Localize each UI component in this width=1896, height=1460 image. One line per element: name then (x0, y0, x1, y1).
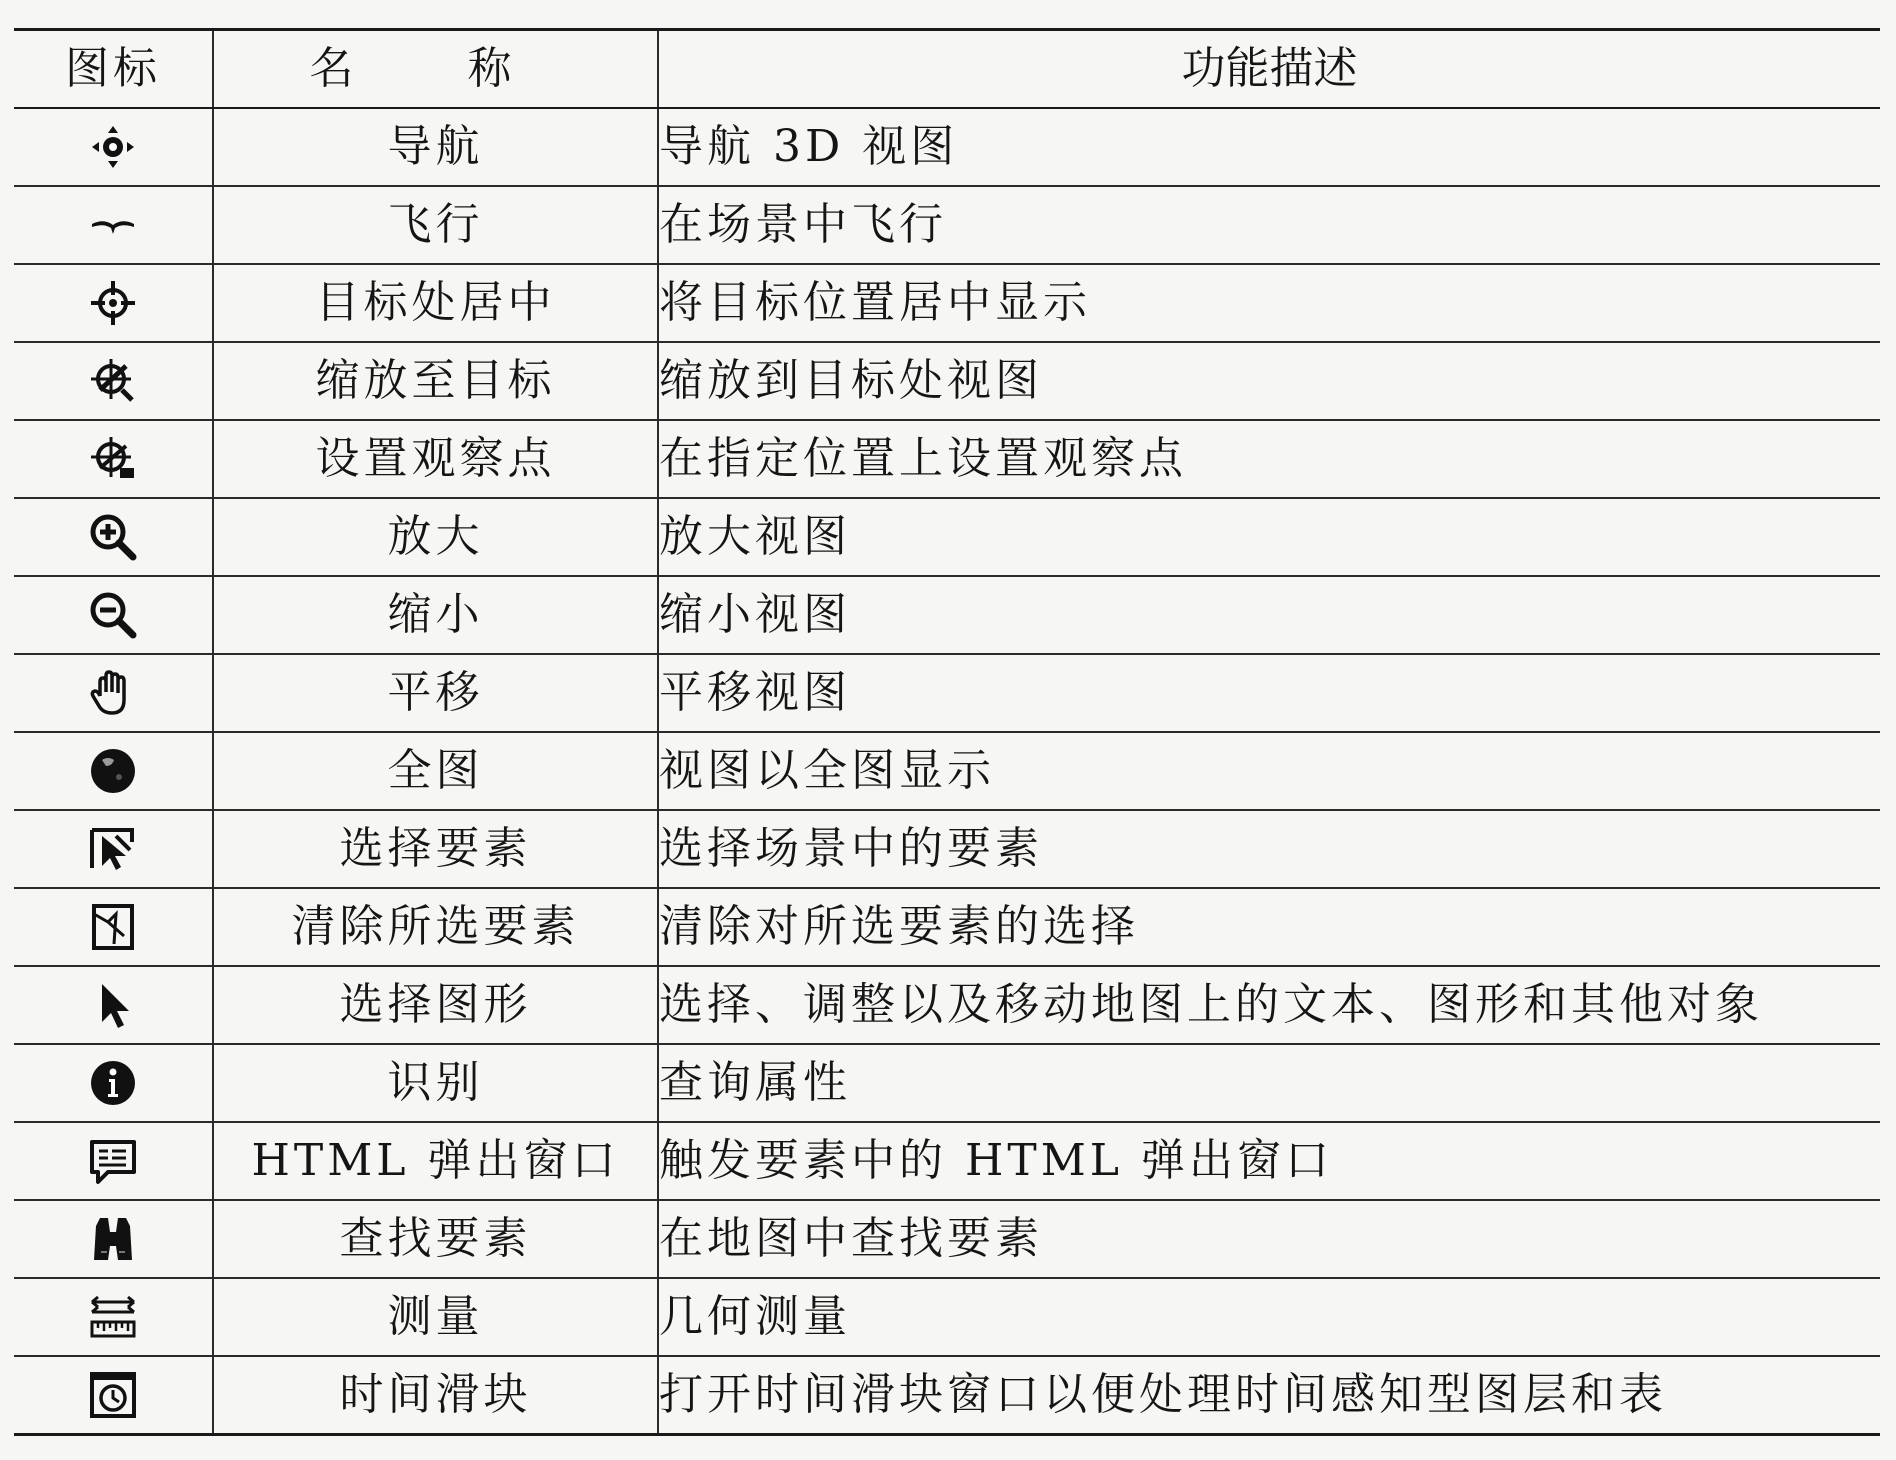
row-name: 放大 (213, 498, 658, 576)
row-name: 目标处居中 (213, 264, 658, 342)
row-name: 全图 (213, 732, 658, 810)
identify-info-icon (86, 1056, 140, 1110)
center-target-icon (86, 276, 140, 330)
row-description: 清除对所选要素的选择 (658, 888, 1880, 966)
select-graphics-arrow-icon (86, 978, 140, 1032)
select-features-icon (86, 822, 140, 876)
header-description: 功能描述 (658, 30, 1880, 109)
row-description: 放大视图 (658, 498, 1880, 576)
row-name: 测量 (213, 1278, 658, 1356)
table-row (14, 732, 1880, 810)
table-row (14, 342, 1880, 420)
set-observer-icon (86, 432, 140, 486)
zoom-in-icon (86, 510, 140, 564)
table-row (14, 966, 1880, 1044)
row-description: 选择场景中的要素 (658, 810, 1880, 888)
row-name: 平移 (213, 654, 658, 732)
row-description: 几何测量 (658, 1278, 1880, 1356)
row-name: 飞行 (213, 186, 658, 264)
pan-hand-icon (86, 666, 140, 720)
row-name: 时间滑块 (213, 1356, 658, 1435)
row-description: 在指定位置上设置观察点 (658, 420, 1880, 498)
globe-icon (86, 744, 140, 798)
row-name: 清除所选要素 (213, 888, 658, 966)
table-row (14, 1356, 1880, 1435)
table-row (14, 264, 1880, 342)
table-row (14, 108, 1880, 186)
table-row (14, 498, 1880, 576)
row-description: 触发要素中的 HTML 弹出窗口 (658, 1122, 1880, 1200)
fly-icon (86, 198, 140, 252)
row-description: 在地图中查找要素 (658, 1200, 1880, 1278)
tools-table (14, 28, 1880, 1436)
table-row (14, 420, 1880, 498)
time-slider-icon (86, 1368, 140, 1422)
row-name: 识别 (213, 1044, 658, 1122)
row-description: 打开时间滑块窗口以便处理时间感知型图层和表 (658, 1356, 1880, 1435)
row-name: 选择图形 (213, 966, 658, 1044)
header-icon: 图标 (14, 30, 213, 109)
table-row (14, 1200, 1880, 1278)
measure-ruler-icon (86, 1290, 140, 1344)
row-description: 缩放到目标处视图 (658, 342, 1880, 420)
table-row (14, 1044, 1880, 1122)
row-description: 将目标位置居中显示 (658, 264, 1880, 342)
row-description: 导航 3D 视图 (658, 108, 1880, 186)
row-description: 查询属性 (658, 1044, 1880, 1122)
table-row (14, 576, 1880, 654)
table-header-row (14, 30, 1880, 109)
clear-selection-icon (86, 900, 140, 954)
row-name: 选择要素 (213, 810, 658, 888)
zoom-out-icon (86, 588, 140, 642)
table-row (14, 1278, 1880, 1356)
row-description: 平移视图 (658, 654, 1880, 732)
html-popup-icon (86, 1134, 140, 1188)
row-description: 在场景中飞行 (658, 186, 1880, 264)
navigate-icon (86, 120, 140, 174)
zoom-to-target-icon (86, 354, 140, 408)
row-name: HTML 弹出窗口 (213, 1122, 658, 1200)
table-row (14, 888, 1880, 966)
row-name: 缩放至目标 (213, 342, 658, 420)
row-name: 查找要素 (213, 1200, 658, 1278)
table-row (14, 1122, 1880, 1200)
table-row (14, 810, 1880, 888)
table-row (14, 654, 1880, 732)
table-row (14, 186, 1880, 264)
find-binoculars-icon (86, 1212, 140, 1266)
row-name: 设置观察点 (213, 420, 658, 498)
row-name: 缩小 (213, 576, 658, 654)
row-description: 缩小视图 (658, 576, 1880, 654)
row-description: 视图以全图显示 (658, 732, 1880, 810)
row-description: 选择、调整以及移动地图上的文本、图形和其他对象 (658, 966, 1880, 1044)
header-name: 名 称 (213, 30, 658, 109)
row-name: 导航 (213, 108, 658, 186)
